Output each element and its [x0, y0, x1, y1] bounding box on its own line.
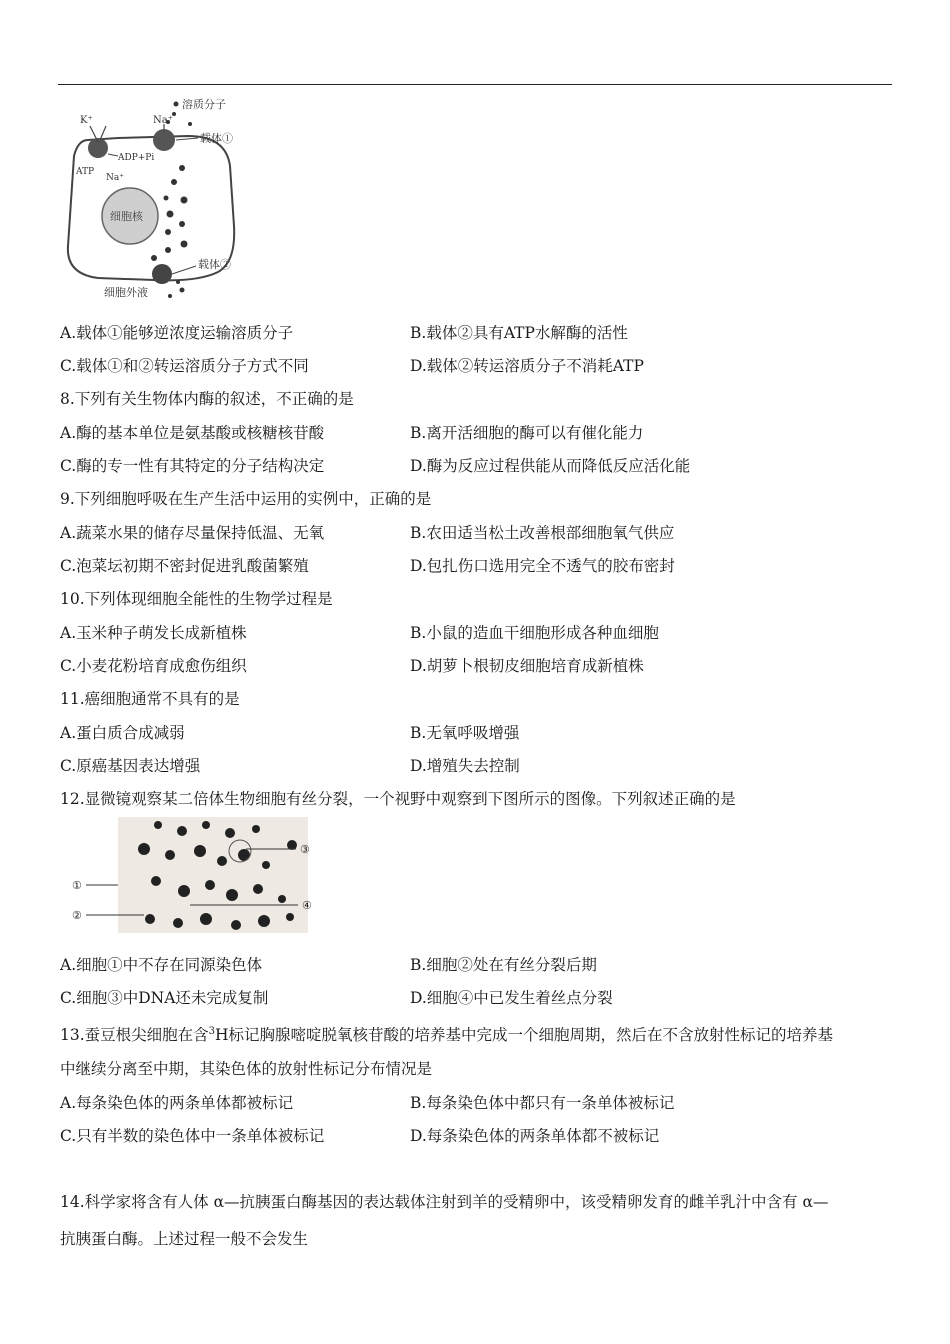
label-adp: ADP+Pi: [118, 153, 155, 163]
q7-option-b: B.载体②具有ATP水解酶的活性: [410, 324, 628, 342]
q9-option-d: D.包扎伤口选用完全不透气的胶布密封: [410, 557, 675, 575]
mitosis-micrograph: [60, 815, 330, 935]
carrier1-protein: [153, 129, 175, 151]
q8-option-c: C.酶的专一性有其特定的分子结构决定: [60, 457, 325, 475]
q12-option-b: B.细胞②处在有丝分裂后期: [410, 956, 597, 974]
q11-option-d: D.增殖失去控制: [410, 757, 520, 775]
q10-option-c: C.小麦花粉培育成愈伤组织: [60, 657, 247, 675]
label-atp: ATP: [76, 167, 95, 177]
q11-option-b: B.无氧呼吸增强: [410, 724, 520, 742]
q14-stem-line2: 抗胰蛋白酶。上述过程一般不会发生: [60, 1230, 309, 1248]
micrograph-label-3: ③: [300, 843, 310, 856]
q13-stem-line1: [60, 1022, 833, 1045]
q12-stem: 12.显微镜观察某二倍体生物细胞有丝分裂，一个视野中观察到下图所示的图像。下列叙述正确的是: [60, 790, 736, 808]
q13-option-a: A.每条染色体的两条单体都被标记: [60, 1094, 294, 1112]
q8-option-d: D.酶为反应过程供能从而降低反应活化能: [410, 457, 691, 475]
q9-option-a: A.蔬菜水果的储存尽量保持低温、无氧: [60, 524, 325, 542]
q13-stem-post: H标记胸腺嘧啶脱氧核苷酸的培养基中完成一个细胞周期，然后在不含放射性标记的培养基: [215, 1026, 834, 1045]
q13-option-c: C.只有半数的染色体中一条单体被标记: [60, 1127, 325, 1145]
q13-stem-line2: 中继续分离至中期，其染色体的放射性标记分布情况是: [60, 1060, 433, 1078]
label-extracellular: 细胞外液: [104, 286, 148, 299]
q12-option-d: D.细胞④中已发生着丝点分裂: [410, 989, 613, 1007]
micrograph-label-2: ②: [72, 909, 82, 922]
label-carrier2: 载体②: [198, 258, 231, 271]
q14-stem-line1: 14.科学家将含有人体 α—抗胰蛋白酶基因的表达载体注射到羊的受精卵中，该受精卵发育的雌羊乳汁中含有 α—: [60, 1193, 829, 1211]
q13-option-b: B.每条染色体中都只有一条单体被标记: [410, 1094, 675, 1112]
label-na-top: Na⁺: [153, 115, 173, 126]
q9-option-c: C.泡菜坛初期不密封促进乳酸菌繁殖: [60, 557, 309, 575]
q11-stem: 11.癌细胞通常不具有的是: [60, 690, 240, 708]
label-carrier1: 载体①: [200, 132, 233, 145]
q9-option-b: B.农田适当松土改善根部细胞氧气供应: [410, 524, 675, 542]
q7-option-c: C.载体①和②转运溶质分子方式不同: [60, 357, 309, 375]
micrograph-label-4: ④: [302, 899, 312, 912]
q11-option-a: A.蛋白质合成减弱: [60, 724, 185, 742]
q13-stem-pre: 13.蚕豆根尖细胞在含: [60, 1026, 209, 1045]
q10-option-b: B.小鼠的造血干细胞形成各种血细胞: [410, 624, 659, 642]
q11-option-c: C.原癌基因表达增强: [60, 757, 201, 775]
q13-option-d: D.每条染色体的两条单体都不被标记: [410, 1127, 660, 1145]
q8-stem: 8.下列有关生物体内酶的叙述，不正确的是: [60, 390, 354, 408]
q10-option-a: A.玉米种子萌发长成新植株: [60, 624, 247, 642]
carrier2-protein: [152, 264, 172, 284]
q7-option-d: D.载体②转运溶质分子不消耗ATP: [410, 357, 644, 375]
label-solute: 溶质分子: [182, 98, 226, 111]
label-nucleus: 细胞核: [110, 210, 143, 223]
q12-option-a: A.细胞①中不存在同源染色体: [60, 956, 263, 974]
q12-option-c: C.细胞③中DNA还未完成复制: [60, 989, 269, 1007]
micrograph-label-1: ①: [72, 879, 82, 892]
label-na-low: Na⁺: [106, 173, 124, 183]
q8-option-b: B.离开活细胞的酶可以有催化能力: [410, 424, 644, 442]
q10-stem: 10.下列体现细胞全能性的生物学过程是: [60, 590, 333, 608]
label-k: K⁺: [80, 115, 93, 126]
q9-stem: 9.下列细胞呼吸在生产生活中运用的实例中，正确的是: [60, 490, 432, 508]
q8-option-a: A.酶的基本单位是氨基酸或核糖核苷酸: [60, 424, 325, 442]
q13-stem-sup: 3: [208, 1026, 216, 1037]
top-rule: [58, 84, 892, 85]
cell-transport-figure: [58, 96, 268, 306]
q10-option-d: D.胡萝卜根韧皮细胞培育成新植株: [410, 657, 644, 675]
q7-option-a: A.载体①能够逆浓度运输溶质分子: [60, 324, 294, 342]
